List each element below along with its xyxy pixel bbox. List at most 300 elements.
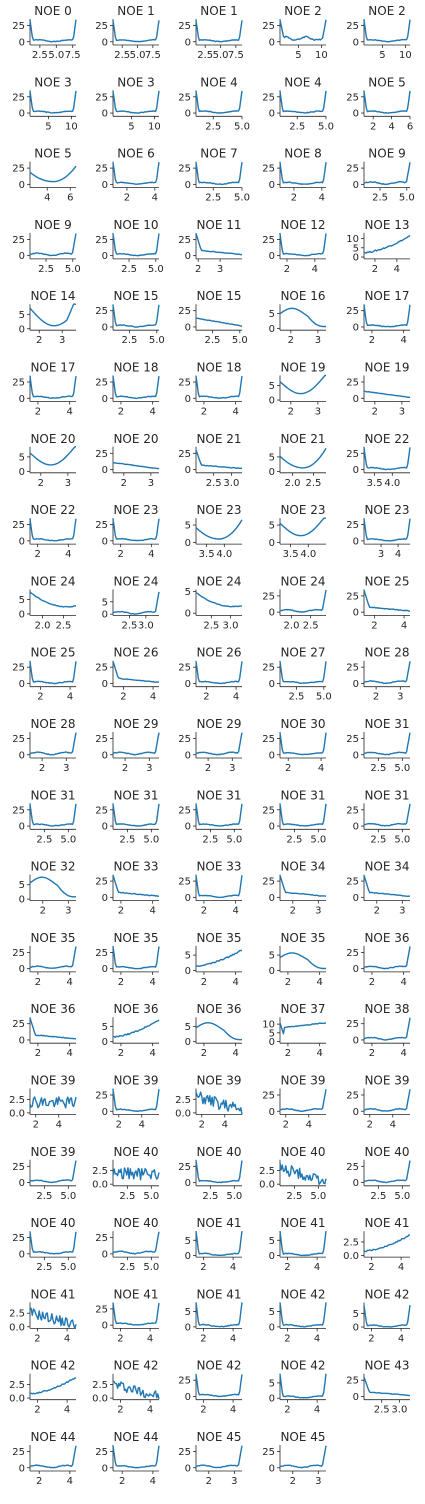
panel-title: NOE 41 — [30, 1287, 76, 1302]
x-tick-label: 4 — [313, 1262, 321, 1274]
panel — [95, 289, 164, 346]
y-tick-label: 25 — [262, 876, 275, 888]
y-tick-label: 0 — [268, 179, 275, 191]
panel — [262, 646, 331, 703]
series-line — [30, 519, 76, 541]
panel — [178, 860, 242, 917]
y-tick-label: 0 — [352, 179, 359, 191]
x-tick-label: 2 — [117, 549, 124, 561]
series-line — [30, 91, 76, 113]
y-tick-label: 25 — [178, 377, 191, 389]
panel — [269, 432, 326, 489]
x-tick-label: 4 — [221, 1119, 228, 1131]
y-tick-label: 25 — [12, 1447, 25, 1458]
y-tick-label: 2.5 — [92, 1380, 108, 1392]
series-line — [113, 1232, 159, 1254]
panel-title: NOE 28 — [30, 717, 76, 731]
y-tick-label: 25 — [12, 234, 25, 246]
y-tick-label: 0 — [268, 678, 275, 690]
y-tick-label: 25 — [262, 163, 275, 175]
y-tick-label: 25 — [95, 234, 108, 246]
x-tick-label: 2.5 — [119, 834, 136, 846]
x-tick-label: 4.0 — [216, 549, 233, 561]
series-line — [364, 519, 410, 541]
y-tick-label: 0 — [268, 324, 275, 336]
x-tick-label: 2 — [289, 1476, 296, 1487]
series-line — [280, 804, 326, 826]
x-tick-label: 4 — [66, 406, 73, 418]
x-tick-label: 2 — [123, 192, 131, 204]
series-line — [280, 875, 326, 896]
y-tick-label: 25 — [12, 1233, 25, 1245]
series-line — [113, 733, 159, 755]
y-tick-label: 25 — [95, 1233, 108, 1245]
y-tick-label: 0 — [268, 1463, 275, 1475]
panel-title: NOE 41 — [364, 1216, 410, 1231]
series-line — [113, 661, 159, 682]
series-line — [196, 1161, 242, 1183]
x-tick-label: 3 — [377, 549, 385, 561]
panel — [346, 788, 410, 845]
panel-title: NOE 40 — [30, 1216, 76, 1231]
panel-title: NOE 1 — [200, 4, 238, 18]
panel-title: NOE 17 — [30, 360, 76, 375]
y-tick-label: 0 — [268, 607, 275, 619]
x-tick-label: 5.0 — [129, 50, 146, 61]
series-line — [113, 592, 159, 614]
x-tick-label: 2 — [200, 406, 208, 418]
x-tick-label: 3.0 — [137, 620, 154, 632]
y-tick-label: 0 — [18, 1035, 25, 1047]
series-line — [280, 1089, 326, 1111]
y-tick-label: 25 — [95, 1447, 108, 1458]
series-line — [113, 947, 159, 969]
y-tick-label: 25 — [95, 21, 108, 32]
x-tick-label: 4.0 — [300, 549, 317, 561]
y-tick-label: 0 — [184, 465, 191, 477]
series-line — [280, 162, 326, 184]
x-tick-label: 2.5 — [289, 121, 306, 133]
y-tick-label: 0.0 — [343, 1250, 359, 1262]
y-tick-label: 0 — [352, 607, 359, 619]
panel — [12, 788, 76, 845]
y-tick-label: 10 — [346, 233, 359, 245]
panel-title: NOE 36 — [30, 1002, 76, 1017]
series-line — [280, 1163, 326, 1184]
series-line — [196, 1446, 242, 1468]
panel — [346, 75, 413, 132]
x-tick-label: 2 — [115, 1119, 122, 1131]
panel — [269, 503, 326, 560]
panel-title: NOE 41 — [196, 1287, 242, 1302]
x-tick-label: 4 — [149, 905, 156, 917]
y-tick-label: 0 — [184, 179, 191, 191]
series-line — [280, 1023, 326, 1034]
series-line — [196, 1023, 242, 1040]
y-tick-label: 25 — [346, 1019, 359, 1031]
series-line — [196, 1231, 242, 1255]
panel-title: NOE 18 — [196, 360, 242, 375]
x-tick-label: 2 — [119, 1476, 126, 1487]
x-tick-label: 2 — [368, 1333, 375, 1345]
series-line — [113, 1381, 159, 1399]
y-tick-label: 5 — [18, 309, 25, 321]
panel-title: NOE 29 — [113, 717, 159, 731]
y-tick-label: 0 — [268, 537, 275, 549]
panel — [262, 788, 326, 845]
panel — [269, 361, 326, 418]
y-tick-label: 0.0 — [9, 1322, 25, 1334]
x-tick-label: 2 — [34, 1333, 41, 1345]
x-tick-label: 2.5 — [205, 121, 222, 133]
y-tick-label: 0 — [18, 179, 25, 191]
panel-title: NOE 39 — [30, 1144, 76, 1159]
x-tick-label: 2.5 — [197, 50, 214, 61]
series-line — [364, 391, 410, 397]
y-tick-label: 0 — [18, 821, 25, 833]
x-tick-label: 2 — [368, 1262, 375, 1274]
panel-title: NOE 44 — [30, 1430, 76, 1444]
y-tick-label: 25 — [178, 92, 191, 104]
y-tick-label: 0 — [268, 750, 275, 762]
x-tick-label: 10 — [148, 121, 161, 133]
x-tick-label: 6 — [406, 121, 414, 133]
x-tick-label: 2.5 — [121, 620, 138, 632]
series-line — [280, 590, 326, 612]
x-tick-label: 2.5 — [370, 763, 387, 774]
y-tick-label: 0 — [352, 37, 359, 49]
x-tick-label: 2 — [37, 477, 45, 489]
y-tick-label: 0 — [101, 322, 108, 334]
series-line — [113, 305, 159, 327]
x-tick-label: 4 — [313, 1333, 321, 1345]
x-tick-label: 5.0 — [398, 192, 415, 204]
series-line — [30, 447, 76, 465]
panel-title: NOE 42 — [280, 1287, 326, 1302]
y-tick-label: 0 — [184, 678, 191, 690]
x-tick-label: 2.0 — [284, 477, 301, 489]
x-tick-label: 2 — [290, 192, 298, 204]
y-tick-label: 5 — [268, 1235, 275, 1247]
x-tick-label: 4 — [55, 1119, 62, 1131]
x-tick-label: 2 — [200, 1262, 207, 1274]
series-line — [280, 518, 326, 536]
panel-title: NOE 9 — [34, 217, 72, 232]
panel-title: NOE 42 — [196, 1358, 242, 1373]
panel-title: NOE 30 — [280, 717, 326, 731]
panel-title: NOE 1 — [117, 4, 155, 18]
y-tick-label: 0 — [268, 1036, 275, 1048]
x-tick-label: 4 — [149, 1048, 156, 1060]
x-tick-label: 2 — [372, 691, 380, 703]
y-tick-label: 25 — [178, 306, 191, 318]
panel-title: NOE 40 — [280, 1144, 326, 1159]
panel-title: NOE 39 — [364, 1073, 410, 1088]
x-tick-label: 5 — [45, 121, 52, 133]
y-tick-label: 25 — [95, 92, 108, 104]
series-line — [196, 234, 242, 255]
x-tick-label: 2.5 — [36, 1262, 53, 1274]
x-tick-label: 2 — [205, 1476, 212, 1487]
panel-title: NOE 38 — [364, 1002, 410, 1017]
panel — [346, 574, 410, 631]
y-tick-label: 0 — [18, 324, 25, 336]
y-tick-label: 0.0 — [9, 1393, 25, 1405]
panel — [178, 717, 242, 774]
x-tick-label: 4 — [149, 976, 156, 988]
x-tick-label: 2 — [34, 406, 42, 418]
y-tick-label: 0 — [101, 1320, 108, 1332]
y-tick-label: 25 — [95, 163, 108, 175]
y-tick-label: 0 — [184, 322, 191, 334]
y-tick-label: 0.0 — [175, 1108, 191, 1120]
x-tick-label: 4 — [63, 1333, 71, 1345]
y-tick-label: 0.0 — [92, 1393, 108, 1405]
panel-title: NOE 25 — [364, 574, 410, 589]
y-tick-label: 0 — [352, 108, 359, 120]
y-tick-label: 0 — [352, 892, 359, 904]
y-tick-label: 0 — [184, 965, 191, 977]
x-tick-label: 2 — [200, 1333, 207, 1345]
y-tick-label: 0 — [18, 894, 25, 906]
y-tick-label: 25 — [346, 947, 359, 959]
panel-title: NOE 5 — [34, 146, 72, 161]
x-tick-label: 2.5 — [31, 50, 48, 61]
panel-title: NOE 35 — [113, 930, 159, 945]
x-tick-label: 2 — [287, 406, 295, 418]
y-tick-label: 0 — [101, 892, 108, 904]
panel — [178, 218, 242, 275]
x-tick-label: 2 — [120, 691, 127, 703]
x-tick-label: 4 — [149, 691, 157, 703]
panel-title: NOE 19 — [364, 360, 410, 375]
x-tick-label: 2.5 — [121, 263, 137, 275]
x-tick-label: 2 — [117, 976, 125, 988]
x-tick-label: 2 — [117, 1333, 124, 1345]
y-tick-label: 25 — [95, 876, 108, 888]
x-tick-label: 5.0 — [226, 1190, 243, 1202]
y-tick-label: 5 — [18, 880, 25, 892]
y-tick-label: 0 — [184, 37, 191, 49]
series-line — [196, 875, 242, 897]
series-line — [30, 1446, 76, 1468]
x-tick-label: 3.0 — [222, 620, 239, 632]
panel — [95, 4, 161, 61]
y-tick-label: 25 — [12, 1161, 25, 1173]
panel-title: NOE 40 — [113, 1144, 159, 1159]
panel-title: NOE 23 — [196, 503, 242, 518]
panel-title: NOE 31 — [113, 788, 159, 803]
panel — [346, 503, 410, 560]
panel — [262, 4, 328, 61]
y-tick-label: 0 — [268, 1251, 275, 1263]
series-line — [364, 447, 410, 469]
panel-title: NOE 24 — [280, 574, 326, 589]
x-tick-label: 2 — [284, 1048, 292, 1060]
series-line — [113, 1168, 159, 1180]
x-tick-label: 2 — [120, 477, 128, 489]
panel-title: NOE 18 — [113, 360, 159, 375]
y-tick-label: 0 — [268, 892, 275, 904]
series-line — [30, 376, 76, 398]
panel-title: NOE 28 — [364, 645, 410, 660]
x-tick-label: 4 — [229, 1404, 237, 1416]
panel — [269, 289, 326, 346]
x-tick-label: 2 — [284, 1404, 291, 1416]
panel — [178, 1430, 242, 1487]
panel-title: NOE 20 — [30, 431, 76, 446]
y-tick-label: 0 — [101, 465, 108, 477]
y-tick-label: 25 — [178, 1161, 191, 1173]
panel — [19, 432, 76, 489]
y-tick-label: 0 — [101, 1249, 108, 1261]
x-tick-label: 5 — [295, 50, 302, 61]
panel — [95, 1074, 159, 1131]
x-tick-label: 2.5 — [204, 335, 221, 347]
y-tick-label: 5 — [184, 1307, 191, 1319]
y-tick-label: 0 — [268, 395, 275, 407]
panel — [95, 361, 159, 418]
y-tick-label: 5 — [268, 381, 275, 393]
x-tick-label: 5.0 — [60, 1190, 77, 1202]
panel-title: NOE 16 — [280, 289, 326, 304]
panel — [9, 1359, 76, 1416]
panel — [346, 218, 410, 275]
y-tick-label: 5 — [184, 950, 191, 962]
y-tick-label: 0 — [184, 821, 191, 833]
y-tick-label: 0 — [268, 251, 275, 263]
series-line — [280, 1231, 326, 1256]
series-line — [196, 1302, 242, 1326]
panel — [346, 289, 410, 346]
y-tick-label: 0 — [352, 393, 359, 405]
panel-title: NOE 39 — [30, 1073, 76, 1088]
x-tick-label: 2 — [368, 335, 376, 347]
series-line — [30, 733, 76, 755]
y-tick-label: 0 — [101, 678, 108, 690]
x-tick-label: 5 — [128, 121, 135, 133]
x-tick-label: 4 — [394, 549, 402, 561]
x-tick-label: 3 — [397, 691, 404, 703]
panel — [178, 432, 242, 489]
y-tick-label: 0 — [184, 608, 191, 620]
series-line — [280, 733, 326, 755]
x-tick-label: 2 — [32, 1119, 39, 1131]
series-line — [113, 376, 159, 398]
x-tick-label: 2.5 — [305, 477, 322, 489]
y-tick-label: 2.5 — [9, 1308, 25, 1320]
series-line — [196, 450, 242, 469]
panel — [178, 75, 250, 132]
y-tick-label: 0 — [18, 609, 25, 621]
panel-title: NOE 9 — [368, 146, 406, 161]
x-tick-label: 4 — [232, 1048, 239, 1060]
y-tick-label: 0 — [352, 821, 359, 833]
panel-title: NOE 21 — [196, 431, 242, 446]
panel-title: NOE 25 — [30, 645, 76, 660]
x-tick-label: 3.0 — [223, 477, 240, 489]
x-tick-label: 2.5 — [370, 1190, 387, 1202]
panel-title: NOE 11 — [196, 217, 242, 232]
panel — [92, 1145, 159, 1202]
y-tick-label: 5 — [352, 1308, 359, 1320]
series-line — [113, 875, 159, 896]
x-tick-label: 2 — [121, 763, 129, 774]
x-tick-label: 7.5 — [227, 50, 244, 61]
y-tick-label: 0 — [18, 108, 25, 120]
x-tick-label: 3 — [398, 406, 406, 418]
series-line — [196, 661, 242, 683]
panel-title: NOE 44 — [113, 1430, 159, 1444]
panel — [12, 1216, 76, 1273]
x-tick-label: 2 — [366, 1119, 373, 1131]
y-tick-label: 0 — [352, 750, 359, 762]
x-tick-label: 2 — [34, 976, 42, 988]
panel — [95, 646, 159, 703]
panel-title: NOE 42 — [113, 1358, 159, 1373]
x-tick-label: 4 — [400, 976, 407, 988]
x-tick-label: 3.5 — [366, 477, 383, 489]
x-tick-label: 4 — [400, 335, 407, 347]
panel-title: NOE 31 — [280, 788, 326, 803]
panel — [19, 860, 76, 917]
y-tick-label: 25 — [262, 92, 275, 104]
x-tick-label: 4 — [316, 976, 323, 988]
panel-title: NOE 22 — [364, 431, 410, 446]
y-tick-label: 0 — [352, 964, 359, 976]
x-tick-label: 4 — [393, 263, 401, 275]
panel-title: NOE 34 — [364, 859, 410, 874]
y-tick-label: 25 — [178, 234, 191, 246]
x-tick-label: 4 — [148, 549, 155, 561]
x-tick-label: 10 — [315, 50, 328, 61]
panel — [95, 788, 159, 845]
panel-title: NOE 24 — [113, 574, 159, 589]
y-tick-label: 0 — [18, 251, 25, 263]
x-tick-label: 5.0 — [318, 121, 334, 133]
x-tick-label: 2 — [373, 905, 380, 917]
panel — [346, 361, 410, 418]
y-tick-label: 5 — [268, 950, 275, 962]
panel-title: NOE 26 — [113, 645, 159, 660]
x-tick-label: 5.0 — [394, 1190, 411, 1202]
y-tick-label: 0 — [268, 466, 275, 478]
x-tick-label: 2 — [368, 976, 376, 988]
panel — [346, 432, 410, 489]
y-tick-label: 25 — [346, 306, 359, 318]
series-line — [364, 1161, 410, 1183]
panel — [343, 1216, 410, 1273]
panel — [346, 4, 412, 61]
panel-title: NOE 42 — [30, 1358, 76, 1373]
y-tick-label: 0 — [268, 37, 275, 49]
x-tick-label: 3 — [59, 335, 66, 347]
panel — [185, 1002, 242, 1059]
panel — [178, 1359, 242, 1416]
x-tick-label: 2 — [117, 905, 125, 917]
y-tick-label: 0 — [18, 393, 25, 405]
y-tick-label: 0 — [184, 1391, 191, 1403]
y-tick-label: 5 — [18, 595, 25, 607]
x-tick-label: 2 — [203, 691, 210, 703]
x-tick-label: 2 — [34, 1404, 41, 1416]
panel — [95, 717, 159, 774]
x-tick-label: 4 — [317, 763, 325, 774]
x-tick-label: 5.0 — [64, 263, 81, 275]
panel-title: NOE 21 — [280, 431, 326, 446]
y-tick-label: 25 — [346, 377, 359, 389]
panel — [185, 1287, 242, 1344]
